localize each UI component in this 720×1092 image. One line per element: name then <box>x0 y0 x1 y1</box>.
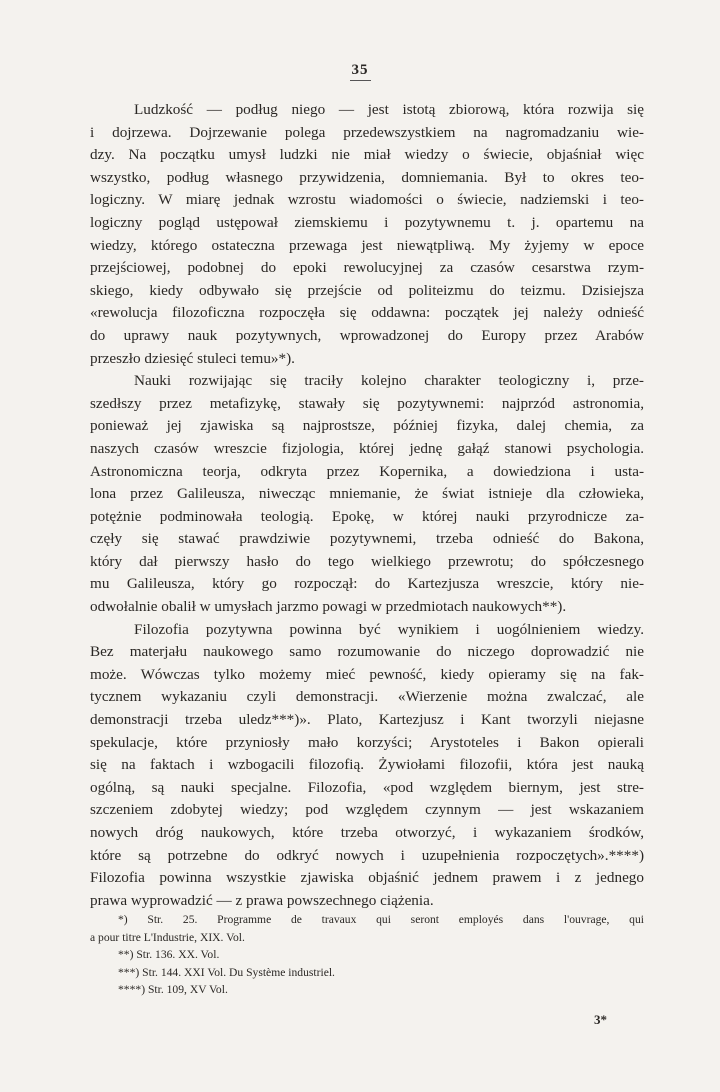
text-line: prawa wyprowadzić — z prawa powszechnego ciążenia. <box>90 891 434 909</box>
text-line: ogólną, są nauki specjalne. Filozofia, «pod względem biernym, jest stre- <box>90 778 644 796</box>
text-line: naszych czasów wreszcie fizjologia, której jednę gałąź stanowi psychologia. <box>90 439 644 457</box>
body-text <box>90 99 644 912</box>
text-line: się na faktach i wzbogacili filozofią. Żywiołami filozofii, która jest nauką <box>90 756 644 774</box>
signature-mark: 3* <box>594 1012 607 1027</box>
text-line: dzy. Na początku umysł ludzki nie miał wiedzy o świecie, objaśniał więc <box>90 146 644 164</box>
text-line: tycznem wykazaniu czyli demonstracji. «Wierzenie można zwalczać, ale <box>90 688 644 706</box>
text-line: Filozofia powinna wszystkie zjawiska objaśnić jednem prawem i z jednego <box>90 869 644 887</box>
text-line: Filozofia pozytywna powinna być wynikiem i uogólnieniem wiedzy. <box>134 620 644 638</box>
text-line: szczeniem zdobytej wiedzy; pod względem czynnym — jest wskazaniem <box>90 801 644 819</box>
text-line: może. Wówczas tylko możemy mieć pewność, kiedy opieramy się na fak- <box>90 665 644 683</box>
text-line: Bez materjału naukowego samo rozumowanie do niczego doprowadzić nie <box>90 643 644 661</box>
text-line: demonstracji trzeba uledz***)». Plato, Kartezjusz i Kant tworzyli niejasne <box>90 711 644 729</box>
text-line: mu Galileusza, który go rozpoczął: do Kartezjusza wreszcie, który nie- <box>90 575 644 593</box>
text-line: Astronomiczna teorja, odkryta przez Kopernika, a dowiedziona i usta- <box>90 462 644 480</box>
text-line: wszystko, podług własnego przywidzenia, domniemania. Był to okres teo- <box>90 168 644 186</box>
paragraph-3 <box>90 619 644 913</box>
text-line: Nauki rozwijając się traciły kolejno charakter teologiczny i, prze- <box>134 372 644 390</box>
text-line: do uprawy nauk pozytywnych, wprowadzonej do Europy przez Arabów <box>90 326 644 344</box>
page-number-text: 35 <box>350 62 371 81</box>
text-line: skiego, kiedy odbywało się przejście od politeizmu do teizmu. Dzisiejsza <box>90 281 644 299</box>
page-number <box>0 62 720 79</box>
footnote-line: ***) Str. 144. XXI Vol. Du Système industriel. <box>118 965 335 979</box>
paragraph-2 <box>90 370 644 619</box>
text-line: Ludzkość — podług niego — jest istotą zbiorową, która rozwija się <box>134 101 644 118</box>
text-line: spekulacje, które przyniosły mało korzyści; Arystoteles i Bakon opierali <box>90 733 644 751</box>
text-line: lona przez Galileusza, niwecząc mniemanie, że świat istnieje dla człowieka, <box>90 485 644 503</box>
footnote-line: *) Str. 25. Programme de travaux qui seront employés dans l'ouvrage, qui <box>118 913 644 926</box>
text-line: które są potrzebne do odkryć nowych i uzupełnienia rozpoczętych».****) <box>90 846 644 864</box>
paragraph-1 <box>90 99 644 370</box>
text-line: szedłszy przez metafizykę, stawały się pozytywnemi: najprzód astronomia, <box>90 394 644 412</box>
text-line: logiczny. W miarę jednak wzrostu wiadomości o świecie, nadziemski i teo- <box>90 191 644 209</box>
text-line: potężnie podminowała teologią. Epokę, w której nauki przyrodnicze za- <box>90 507 644 525</box>
footnote-line: ****) Str. 109, XV Vol. <box>118 983 228 997</box>
footnote-line: **) Str. 136. XX. Vol. <box>118 948 220 962</box>
text-line: przeszło dziesięć stuleci temu»*). <box>90 349 295 367</box>
text-line: przejściowej, podobnej do epoki rewolucyjnej za czasów cesarstwa rzym- <box>90 259 644 277</box>
text-line: który dał pierwszy hasło do tego wielkiego przewrotu; do spółczesnego <box>90 552 644 570</box>
text-line: ponieważ jej zjawiska są najprostsze, później fizyka, dalej chemia, za <box>90 417 644 435</box>
text-line: «rewolucja filozoficzna rozpoczęła się oddawna: początek jej należy odnieść <box>90 304 644 322</box>
text-line: i dojrzewa. Dojrzewanie polega przedewszystkiem na nagromadzaniu wie- <box>90 123 644 141</box>
footnote-line: a pour titre L'Industrie, XIX. Vol. <box>90 930 245 944</box>
text-line: wiedzy, którego ostateczna przewaga jest niewątpliwą. My żyjemy w epoce <box>90 236 644 254</box>
footnotes <box>90 911 644 999</box>
text-line: logiczny pogląd ustępował ziemskiemu i pozytywnemu t. j. opartemu na <box>90 213 644 231</box>
text-line: nowych dróg naukowych, które trzeba otworzyć, i wykazaniem środków, <box>90 824 644 841</box>
text-line: częły się stawać prawdziwie pozytywnemi, trzeba odnieść do Bakona, <box>90 530 644 548</box>
text-line: odwołalnie obalił w umysłach jarzmo powagi w przedmiotach naukowych**). <box>90 598 567 616</box>
